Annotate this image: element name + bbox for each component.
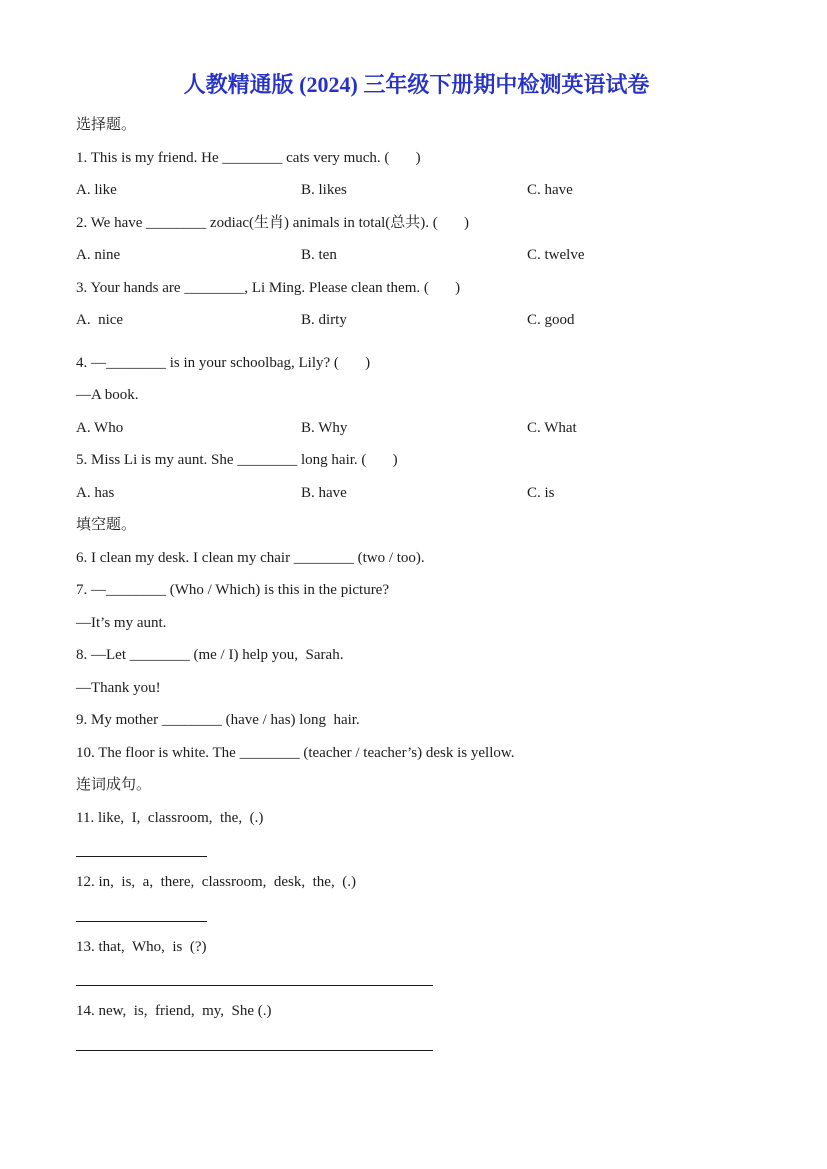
section-heading: 连词成句。 [76,777,152,793]
option-a: A. Who [76,419,124,436]
option-b: B. Why [301,419,348,436]
option-c: C. good [527,312,575,328]
option-c: C. is [527,484,555,501]
question-4-stem: 4. —________ is in your schoolbag, Lily? ( ) [76,354,371,371]
answer-line [76,970,433,986]
question-3-stem: 3. Your hands are ________, Li Ming. Please clean them. ( ) [76,279,461,296]
option-b: B. likes [301,182,347,198]
question-7-reply: —It’s my aunt. [76,614,167,631]
question-11-stem: 11. like, I, classroom, the, (.) [76,809,264,826]
question-4-options [76,419,757,438]
section-multiple-choice [76,116,757,503]
question-14-stem: 14. new, is, friend, my, She (.) [76,1003,272,1019]
option-c: C. What [527,419,577,436]
question-5-stem: 5. Miss Li is my aunt. She ________ long hair. ( ) [76,452,398,468]
option-a: A. has [76,484,115,501]
section-heading: 选择题。 [76,117,137,133]
question-12-stem: 12. in, is, a, there, classroom, desk, the, (.) [76,874,356,890]
question-2-options [76,246,757,265]
page-title: 人教精通版 (2024) 三年级下册期中检测英语试卷 [183,72,650,97]
option-b: B. have [301,484,347,501]
question-13-stem: 13. that, Who, is (?) [76,938,207,955]
option-c: C. have [527,182,573,198]
option-b: B. dirty [301,312,347,328]
question-9-stem: 9. My mother ________ (have / has) long hair. [76,712,360,728]
question-8-reply: —Thank you! [76,679,161,696]
question-6-stem: 6. I clean my desk. I clean my chair ________ (two / too). [76,549,425,566]
section-rearrange [76,776,757,1051]
section-fill-blank [76,516,757,763]
question-1-stem: 1. This is my friend. He ________ cats very much. ( ) [76,149,421,166]
question-4-reply: —A book. [76,387,139,403]
answer-line [76,1035,433,1051]
question-8-stem: 8. —Let ________ (me / I) help you, Sarah. [76,647,344,663]
question-1-options [76,181,757,200]
option-b: B. ten [301,247,337,263]
option-a: A. nine [76,247,121,263]
question-7-stem: 7. —________ (Who / Which) is this in the picture? [76,582,390,598]
option-a: A. like [76,182,117,198]
section-heading: 填空题。 [76,517,137,533]
question-5-options [76,484,757,503]
option-a: A. nice [76,312,124,328]
option-c: C. twelve [527,247,585,263]
answer-line [76,841,207,857]
question-3-options [76,311,757,330]
question-2-stem: 2. We have ________ zodiac(生肖) animals in total(总共). ( ) [76,214,470,231]
answer-line [76,906,207,922]
question-10-stem: 10. The floor is white. The ________ (teacher / teacher’s) desk is yellow. [76,744,515,761]
